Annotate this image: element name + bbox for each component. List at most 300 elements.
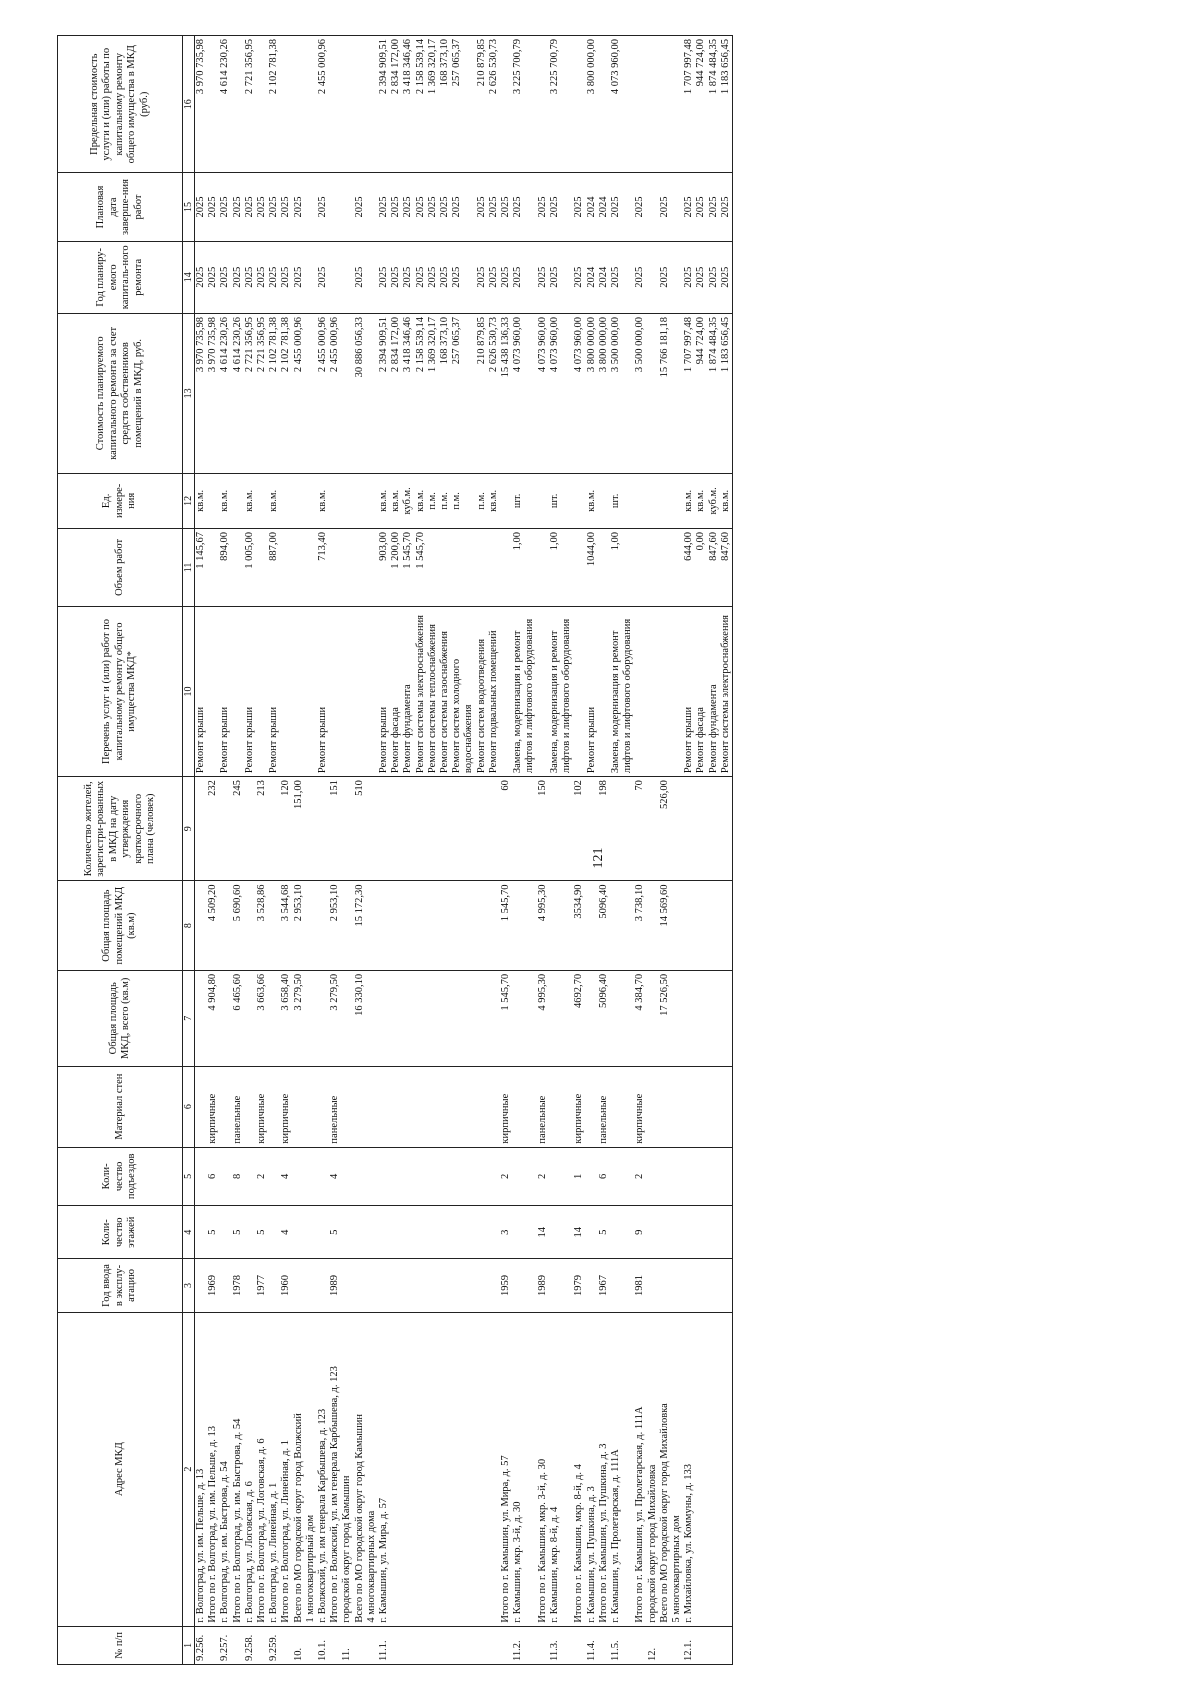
table-cell-col1: 9.256. [195, 1626, 208, 1664]
table-row [512, 36, 536, 1665]
table-cell-col6 [317, 1066, 329, 1147]
table-cell-col10: Ремонт фундамента [402, 606, 414, 776]
table-cell-col1 [500, 1626, 512, 1664]
table-cell-col5: 4 [280, 1147, 292, 1206]
table-row [634, 36, 646, 1665]
table-cell-col15 [647, 173, 659, 241]
table-cell-col5: 2 [537, 1147, 549, 1206]
table-cell-col5 [415, 1147, 427, 1206]
table-cell-col16 [598, 36, 610, 173]
table-cell-col5 [695, 1147, 707, 1206]
table-cell-col16: 1 369 320,17 [427, 36, 439, 173]
table-cell-col14: 2025 [439, 241, 451, 313]
table-cell-col1: 11.4. [586, 1626, 598, 1664]
table-cell-col5 [390, 1147, 402, 1206]
table-cell-col8 [317, 881, 329, 970]
table-cell-col15: 2025 [695, 173, 707, 241]
table-cell-col2 [488, 1312, 500, 1626]
table-cell-col15: 2025 [610, 173, 634, 241]
table-cell-col3: 1967 [598, 1259, 610, 1312]
table-cell-col4 [402, 1206, 414, 1259]
table-cell-col2 [451, 1312, 475, 1626]
table-cell-col13 [341, 313, 353, 473]
table-cell-col14: 2025 [427, 241, 439, 313]
table-cell-col8 [647, 881, 659, 970]
table-cell-col4 [366, 1206, 378, 1259]
table-cell-col6: панельные [329, 1066, 341, 1147]
table-cell-col5 [378, 1147, 390, 1206]
table-cell-col10 [573, 606, 585, 776]
table-cell-col13: 2 394 909,51 [378, 313, 390, 473]
table-cell-col10 [366, 606, 378, 776]
table-cell-col5: 2 [256, 1147, 268, 1206]
table-cell-col12 [329, 473, 341, 528]
table-cell-col9: 150 [537, 777, 549, 881]
table-cell-col12 [659, 473, 671, 528]
table-cell-col2: Итого по г. Волгоград, ул. Логовская, д. 6 [256, 1312, 268, 1626]
table-cell-col2: Итого по г. Волгоград, ул. Линейная, д. 1 [280, 1312, 292, 1626]
table-cell-col14: 2025 [354, 241, 366, 313]
table-cell-col6 [451, 1066, 475, 1147]
table-cell-col9 [366, 777, 378, 881]
table-cell-col8 [720, 881, 733, 970]
table-row [317, 36, 329, 1665]
table-cell-col16: 1 707 997,48 [683, 36, 695, 173]
table-row [720, 36, 733, 1665]
table-cell-col12: шт. [512, 473, 536, 528]
table-cell-col4 [586, 1206, 598, 1259]
table-cell-col8: 5096,40 [598, 881, 610, 970]
table-cell-col12: кв.м. [720, 473, 733, 528]
table-cell-col8: 3534,90 [573, 881, 585, 970]
table-cell-col11 [232, 529, 244, 607]
table-cell-col11 [573, 529, 585, 607]
table-cell-col8 [476, 881, 488, 970]
table-cell-col9 [439, 777, 451, 881]
table-cell-col16: 2 102 781,38 [268, 36, 280, 173]
table-cell-col3 [659, 1259, 671, 1312]
table-cell-col8 [219, 881, 231, 970]
header-cell: Коли-чество подъездов [58, 1147, 183, 1206]
table-cell-col4 [244, 1206, 256, 1259]
table-cell-col5 [439, 1147, 451, 1206]
table-cell-col2: Итого по г. Волгоград, ул. им. Пельше, д. 13 [207, 1312, 219, 1626]
table-cell-col15: 2025 [708, 173, 720, 241]
table-cell-col12 [537, 473, 549, 528]
table-cell-col2: г. Камышин, ул. Мира, д. 57 [378, 1312, 390, 1626]
table-cell-col11 [659, 529, 671, 607]
table-cell-col12: шт. [549, 473, 573, 528]
table-cell-col3 [586, 1259, 598, 1312]
table-row [390, 36, 402, 1665]
table-cell-col1 [671, 1626, 683, 1664]
table-cell-col4 [549, 1206, 573, 1259]
table-cell-col2 [695, 1312, 707, 1626]
table-cell-col14: 2025 [268, 241, 280, 313]
table-cell-col14: 2025 [659, 241, 671, 313]
table-cell-col14 [329, 241, 341, 313]
table-cell-col10: Замена, модернизация и ремонт лифтов и лифтового оборудования [610, 606, 634, 776]
table-cell-col9 [476, 777, 488, 881]
table-cell-col7: 6 465,60 [232, 970, 244, 1066]
table-row [610, 36, 634, 1665]
table-cell-col12: п.м. [476, 473, 488, 528]
table-cell-col4 [720, 1206, 733, 1259]
table-cell-col15: 2025 [293, 173, 305, 241]
table-cell-col15: 2025 [280, 173, 292, 241]
table-cell-col8: 2 953,10 [329, 881, 341, 970]
table-cell-col11 [537, 529, 549, 607]
table-row [305, 36, 317, 1665]
table-cell-col12: п.м. [427, 473, 439, 528]
table-row [427, 36, 439, 1665]
table-cell-col3 [451, 1259, 475, 1312]
header-cell: Предельная стоимость услуги и (или) работы по капитальному ремонту общего имущества в МКД (руб.) [58, 36, 183, 173]
table-cell-col16: 1 874 484,35 [708, 36, 720, 173]
column-number: 5 [183, 1147, 195, 1206]
table-cell-col4 [268, 1206, 280, 1259]
table-cell-col4 [647, 1206, 659, 1259]
table-cell-col14: 2025 [683, 241, 695, 313]
table-row [232, 36, 244, 1665]
table-cell-col1 [305, 1626, 317, 1664]
table-cell-col16: 3 800 000,00 [586, 36, 598, 173]
table-cell-col3: 1978 [232, 1259, 244, 1312]
table-cell-col7: 3 279,50 [293, 970, 305, 1066]
table-cell-col8 [427, 881, 439, 970]
table-cell-col10: Ремонт систем водоотведения [476, 606, 488, 776]
table-cell-col15: 2025 [683, 173, 695, 241]
table-cell-col13: 2 455 000,96 [317, 313, 329, 473]
table-cell-col4 [390, 1206, 402, 1259]
table-cell-col4: 14 [573, 1206, 585, 1259]
table-cell-col10 [634, 606, 646, 776]
table-cell-col7 [695, 970, 707, 1066]
table-cell-col15 [366, 173, 378, 241]
table-cell-col10 [500, 606, 512, 776]
table-cell-col4 [671, 1206, 683, 1259]
table-cell-col6 [683, 1066, 695, 1147]
table-cell-col8: 1 545,70 [500, 881, 512, 970]
table-row [573, 36, 585, 1665]
header-cell: Год планиру-емого капиталь-ного ремонта [58, 241, 183, 313]
table-cell-col16 [341, 36, 353, 173]
table-cell-col13: 944 724,00 [695, 313, 707, 473]
table-cell-col4 [317, 1206, 329, 1259]
table-cell-col1 [207, 1626, 219, 1664]
table-cell-col6 [512, 1066, 536, 1147]
table-cell-col3: 1981 [634, 1259, 646, 1312]
table-cell-col4: 5 [256, 1206, 268, 1259]
table-cell-col8 [610, 881, 634, 970]
table-cell-col13: 2 102 781,38 [280, 313, 292, 473]
table-cell-col13: 210 879,85 [476, 313, 488, 473]
table-cell-col10: Ремонт крыши [586, 606, 598, 776]
table-cell-col10 [598, 606, 610, 776]
table-cell-col2 [415, 1312, 427, 1626]
table-cell-col10: Ремонт крыши [244, 606, 256, 776]
table-cell-col3 [647, 1259, 659, 1312]
table-cell-col15: 2024 [598, 173, 610, 241]
table-cell-col6: панельные [598, 1066, 610, 1147]
table-cell-col16: 257 065,37 [451, 36, 475, 173]
table-cell-col1 [439, 1626, 451, 1664]
table-cell-col2: 4 многоквартирных дома [366, 1312, 378, 1626]
table-cell-col4 [610, 1206, 634, 1259]
table-cell-col13: 4 073 960,00 [512, 313, 536, 473]
table-cell-col2: г. Камышин, ул. Пролетарская, д. 111А [610, 1312, 634, 1626]
table-cell-col7: 4692,70 [573, 970, 585, 1066]
table-cell-col10 [280, 606, 292, 776]
table-cell-col11: 1,00 [610, 529, 634, 607]
table-cell-col16 [305, 36, 317, 173]
table-cell-col11: 894,00 [219, 529, 231, 607]
table-cell-col7 [671, 970, 683, 1066]
header-cell: Адрес МКД [58, 1312, 183, 1626]
table-cell-col7 [586, 970, 598, 1066]
table-cell-col1 [476, 1626, 488, 1664]
table-cell-col13: 2 455 000,96 [293, 313, 305, 473]
table-cell-col1 [708, 1626, 720, 1664]
table-cell-col1 [366, 1626, 378, 1664]
table-cell-col14: 2025 [720, 241, 733, 313]
table-cell-col10: Ремонт крыши [378, 606, 390, 776]
capital-repair-table [57, 35, 733, 1665]
table-cell-col4 [659, 1206, 671, 1259]
table-cell-col9: 102 [573, 777, 585, 881]
table-cell-col2 [390, 1312, 402, 1626]
table-cell-col3 [341, 1259, 353, 1312]
table-cell-col13: 168 373,10 [439, 313, 451, 473]
table-cell-col3 [476, 1259, 488, 1312]
table-cell-col9 [402, 777, 414, 881]
table-cell-col15: 2025 [256, 173, 268, 241]
column-number: 13 [183, 313, 195, 473]
table-cell-col13: 2 626 530,73 [488, 313, 500, 473]
table-cell-col8: 14 569,60 [659, 881, 671, 970]
table-cell-col13: 15 766 181,18 [659, 313, 671, 473]
table-cell-col16: 2 721 356,95 [244, 36, 256, 173]
table-cell-col15: 2025 [439, 173, 451, 241]
table-cell-col8 [268, 881, 280, 970]
table-cell-col16 [659, 36, 671, 173]
table-row [268, 36, 280, 1665]
table-cell-col9 [219, 777, 231, 881]
table-row [500, 36, 512, 1665]
table-cell-col5 [451, 1147, 475, 1206]
table-cell-col9: 120 [280, 777, 292, 881]
table-cell-col10: Ремонт подвальных помещений [488, 606, 500, 776]
table-cell-col14: 2025 [695, 241, 707, 313]
table-cell-col11: 0,00 [695, 529, 707, 607]
table-cell-col14: 2025 [207, 241, 219, 313]
table-cell-col4: 3 [500, 1206, 512, 1259]
table-cell-col13: 4 614 230,26 [219, 313, 231, 473]
table-cell-col8 [512, 881, 536, 970]
table-cell-col5 [586, 1147, 598, 1206]
table-cell-col13: 3 418 346,46 [402, 313, 414, 473]
table-cell-col3: 1977 [256, 1259, 268, 1312]
table-cell-col16: 944 724,00 [695, 36, 707, 173]
table-cell-col12: шт. [610, 473, 634, 528]
table-cell-col10 [341, 606, 353, 776]
table-cell-col1 [573, 1626, 585, 1664]
table-cell-col7 [708, 970, 720, 1066]
header-cell: Общая площадь МКД, всего (кв.м) [58, 970, 183, 1066]
table-cell-col3 [354, 1259, 366, 1312]
table-cell-col11: 1,00 [549, 529, 573, 607]
table-cell-col4 [476, 1206, 488, 1259]
table-cell-col16 [207, 36, 219, 173]
table-cell-col2: 1 многоквартирный дом [305, 1312, 317, 1626]
table-cell-col7: 4 995,30 [537, 970, 549, 1066]
table-cell-col14: 2025 [390, 241, 402, 313]
table-cell-col6 [586, 1066, 598, 1147]
table-cell-col5: 4 [329, 1147, 341, 1206]
table-cell-col1: 11.1. [378, 1626, 390, 1664]
table-cell-col16 [354, 36, 366, 173]
table-cell-col7: 4 384,70 [634, 970, 646, 1066]
table-cell-col9 [647, 777, 659, 881]
table-cell-col5 [488, 1147, 500, 1206]
table-cell-col16: 3 225 700,79 [549, 36, 573, 173]
table-cell-col1 [390, 1626, 402, 1664]
table-cell-col5 [354, 1147, 366, 1206]
table-cell-col14: 2025 [708, 241, 720, 313]
table-cell-col9 [390, 777, 402, 881]
table-cell-col15: 2025 [415, 173, 427, 241]
table-cell-col16 [647, 36, 659, 173]
table-cell-col8 [708, 881, 720, 970]
table-cell-col5 [476, 1147, 488, 1206]
table-row [329, 36, 341, 1665]
table-cell-col1 [634, 1626, 646, 1664]
table-cell-col12 [341, 473, 353, 528]
table-cell-col7 [341, 970, 353, 1066]
table-cell-col10 [659, 606, 671, 776]
table-cell-col1 [329, 1626, 341, 1664]
table-row [549, 36, 573, 1665]
table-cell-col3: 1960 [280, 1259, 292, 1312]
column-number: 12 [183, 473, 195, 528]
table-cell-col10 [305, 606, 317, 776]
table-cell-col1: 10. [293, 1626, 305, 1664]
table-cell-col12 [293, 473, 305, 528]
table-cell-col15: 2025 [720, 173, 733, 241]
table-cell-col8: 4 995,30 [537, 881, 549, 970]
table-cell-col13: 4 073 960,00 [537, 313, 549, 473]
table-cell-col3 [549, 1259, 573, 1312]
table-cell-col9 [451, 777, 475, 881]
table-cell-col1 [256, 1626, 268, 1664]
table-cell-col11 [207, 529, 219, 607]
table-cell-col12 [634, 473, 646, 528]
header-cell: Перечень услуг и (или) работ по капитальному ремонту общего имущества МКД* [58, 606, 183, 776]
table-cell-col7 [244, 970, 256, 1066]
table-cell-col6: кирпичные [573, 1066, 585, 1147]
table-cell-col7 [476, 970, 488, 1066]
table-cell-col3 [415, 1259, 427, 1312]
table-cell-col10: Ремонт крыши [195, 606, 208, 776]
table-cell-col13: 3 970 735,98 [207, 313, 219, 473]
header-cell: Количество жителей, зарегистри-рованных в МКД на дату утверждения краткосрочного плана (человек) [58, 777, 183, 881]
table-cell-col13 [366, 313, 378, 473]
column-number: 4 [183, 1206, 195, 1259]
table-cell-col5 [720, 1147, 733, 1206]
table-cell-col16: 4 073 960,00 [610, 36, 634, 173]
table-cell-col5: 8 [232, 1147, 244, 1206]
table-cell-col4 [695, 1206, 707, 1259]
table-cell-col4: 14 [537, 1206, 549, 1259]
table-row [244, 36, 256, 1665]
table-cell-col16 [232, 36, 244, 173]
table-cell-col1: 10.1. [317, 1626, 329, 1664]
table-cell-col4 [512, 1206, 536, 1259]
header-cell: Ед. измере-ния [58, 473, 183, 528]
table-cell-col2: Итого по г. Камышин, мкр. 8-й, д. 4 [573, 1312, 585, 1626]
table-cell-col12: п.м. [451, 473, 475, 528]
table-cell-col14: 2025 [573, 241, 585, 313]
table-cell-col12: кв.м. [390, 473, 402, 528]
column-number: 16 [183, 36, 195, 173]
table-cell-col14 [647, 241, 659, 313]
table-cell-col3 [720, 1259, 733, 1312]
table-cell-col4: 9 [634, 1206, 646, 1259]
table-cell-col11: 903,00 [378, 529, 390, 607]
table-cell-col11 [329, 529, 341, 607]
table-cell-col5 [671, 1147, 683, 1206]
table-cell-col15: 2025 [402, 173, 414, 241]
table-cell-col16 [293, 36, 305, 173]
table-cell-col13 [647, 313, 659, 473]
table-cell-col10 [537, 606, 549, 776]
table-cell-col9: 151 [329, 777, 341, 881]
table-cell-col10: Ремонт системы теплоснабжения [427, 606, 439, 776]
table-cell-col12 [232, 473, 244, 528]
table-cell-col12 [354, 473, 366, 528]
table-cell-col10: Ремонт системы электроснабжения [720, 606, 733, 776]
table-cell-col9 [720, 777, 733, 881]
table-cell-col11: 644,00 [683, 529, 695, 607]
table-row [683, 36, 695, 1665]
table-cell-col11: 1,00 [512, 529, 536, 607]
table-cell-col5 [647, 1147, 659, 1206]
table-cell-col9: 70 [634, 777, 646, 881]
table-cell-col9 [610, 777, 634, 881]
table-cell-col14: 2025 [280, 241, 292, 313]
table-cell-col11: 847,60 [708, 529, 720, 607]
table-cell-col5: 6 [207, 1147, 219, 1206]
table-cell-col12 [671, 473, 683, 528]
table-cell-col14: 2025 [634, 241, 646, 313]
table-cell-col7 [219, 970, 231, 1066]
table-cell-col11: 713,40 [317, 529, 329, 607]
table-cell-col9: 526,00 [659, 777, 671, 881]
table-cell-col14: 2025 [512, 241, 536, 313]
table-cell-col7 [488, 970, 500, 1066]
table-cell-col8 [341, 881, 353, 970]
table-cell-col6 [659, 1066, 671, 1147]
table-cell-col2 [708, 1312, 720, 1626]
table-cell-col10 [256, 606, 268, 776]
table-cell-col12: кв.м. [244, 473, 256, 528]
table-row [647, 36, 659, 1665]
table-cell-col16: 3 970 735,98 [195, 36, 208, 173]
table-cell-col16 [329, 36, 341, 173]
table-cell-col4 [415, 1206, 427, 1259]
table-cell-col7 [610, 970, 634, 1066]
table-cell-col14: 2024 [586, 241, 598, 313]
